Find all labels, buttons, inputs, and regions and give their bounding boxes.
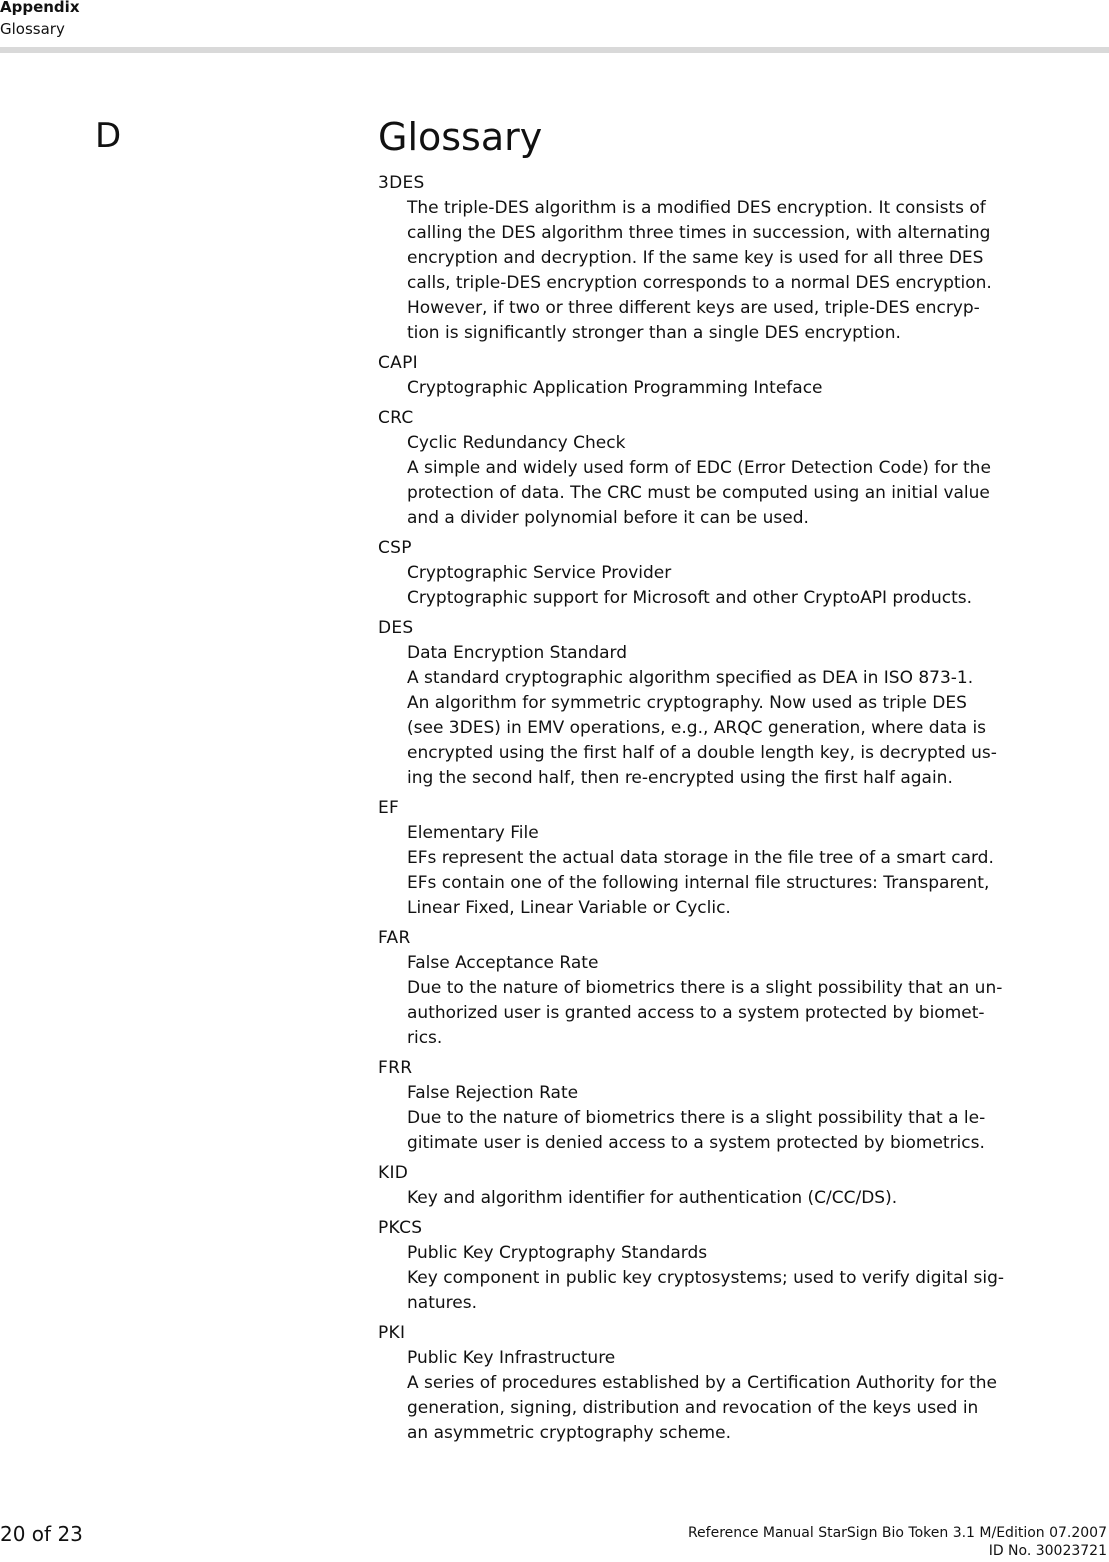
glossary-definition-line: Due to the nature of biometrics there is a slight possibility that an un-	[407, 978, 1003, 998]
footer-reference	[688, 1524, 1107, 1560]
glossary-definition-line: encryption and decryption. If the same key is used for all three DES	[407, 248, 984, 268]
glossary-definition-line: tion is significantly stronger than a single DES encryption.	[407, 323, 901, 343]
glossary-definition-line: Key component in public key cryptosystems; used to verify digital sig-	[407, 1268, 1005, 1288]
glossary-entry	[378, 1321, 1018, 1446]
glossary-term: CSP	[378, 538, 412, 558]
glossary-definition-line: A series of procedures established by a Certification Authority for the	[407, 1373, 997, 1393]
glossary-term: 3DES	[378, 173, 425, 193]
glossary-term: PKCS	[378, 1218, 423, 1238]
glossary-definition-line: Due to the nature of biometrics there is a slight possibility that a le-	[407, 1108, 986, 1128]
glossary-definition-line: calling the DES algorithm three times in succession, with alternating	[407, 223, 991, 243]
glossary-list	[378, 171, 1018, 1451]
glossary-definition-line: Public Key Cryptography Standards	[407, 1243, 708, 1263]
glossary-definition-line: gitimate user is denied access to a system protected by biometrics.	[407, 1133, 985, 1153]
glossary-definition-line: EFs contain one of the following internal file structures: Transparent,	[407, 873, 990, 893]
glossary-definition-line: generation, signing, distribution and revocation of the keys used in	[407, 1398, 979, 1418]
glossary-entry	[378, 1216, 1018, 1316]
glossary-entry	[378, 536, 1018, 611]
glossary-term: PKI	[378, 1323, 406, 1343]
glossary-definition-line: Cryptographic support for Microsoft and other CryptoAPI products.	[407, 588, 973, 608]
glossary-definition-line: The triple-DES algorithm is a modified DES encryption. It consists of	[407, 198, 986, 218]
glossary-term: DES	[378, 618, 414, 638]
glossary-definition-line: Elementary File	[407, 823, 539, 843]
glossary-definition-line: Linear Fixed, Linear Variable or Cyclic.	[407, 898, 731, 918]
page-number: 20 of 23	[0, 1522, 83, 1546]
glossary-term: EF	[378, 798, 400, 818]
glossary-definition-line: (see 3DES) in EMV operations, e.g., ARQC generation, where data is	[407, 718, 987, 738]
glossary-definition-line: authorized user is granted access to a system protected by biomet-	[407, 1003, 985, 1023]
glossary-entry	[378, 351, 1018, 401]
glossary-term: FAR	[378, 928, 411, 948]
header-divider	[0, 47, 1109, 53]
header-subsection: Glossary	[0, 20, 65, 38]
glossary-definition-line: protection of data. The CRC must be computed using an initial value	[407, 483, 990, 503]
glossary-definition-line: calls, triple-DES encryption corresponds to a normal DES encryption.	[407, 273, 992, 293]
glossary-definition-line: an asymmetric cryptography scheme.	[407, 1423, 731, 1443]
glossary-definition-line: Cryptographic Service Provider	[407, 563, 672, 583]
page-title: Glossary	[378, 115, 543, 159]
glossary-definition-line: Cyclic Redundancy Check	[407, 433, 626, 453]
glossary-definition-line: An algorithm for symmetric cryptography. Now used as triple DES	[407, 693, 967, 713]
glossary-term: CAPI	[378, 353, 418, 373]
glossary-definition-line: False Acceptance Rate	[407, 953, 599, 973]
glossary-definition-line: encrypted using the first half of a double length key, is decrypted us-	[407, 743, 997, 763]
glossary-entry	[378, 796, 1018, 921]
glossary-term: KID	[378, 1163, 409, 1183]
glossary-definition-line: natures.	[407, 1293, 477, 1313]
glossary-definition-line: ing the second half, then re-encrypted using the first half again.	[407, 768, 953, 788]
glossary-definition-line: rics.	[407, 1028, 443, 1048]
glossary-entry	[378, 926, 1018, 1051]
glossary-definition-line: Cryptographic Application Programming Inteface	[407, 378, 823, 398]
header-section: Appendix	[0, 0, 80, 16]
glossary-definition-line: Data Encryption Standard	[407, 643, 628, 663]
glossary-definition-line: and a divider polynomial before it can be used.	[407, 508, 809, 528]
glossary-term: FRR	[378, 1058, 413, 1078]
glossary-definition-line: Key and algorithm identifier for authentication (C/CC/DS).	[407, 1188, 898, 1208]
glossary-definition-line: False Rejection Rate	[407, 1083, 579, 1103]
glossary-term: CRC	[378, 408, 414, 428]
glossary-entry	[378, 171, 1018, 346]
footer-id: ID No. 30023721	[988, 1543, 1107, 1559]
glossary-definition-line: EFs represent the actual data storage in the file tree of a smart card.	[407, 848, 994, 868]
appendix-letter: D	[95, 116, 122, 156]
glossary-entry	[378, 616, 1018, 791]
glossary-definition-line: Public Key Infrastructure	[407, 1348, 616, 1368]
footer-reference-text: Reference Manual StarSign Bio Token 3.1 M/Edition 07.2007	[687, 1525, 1107, 1541]
glossary-entry	[378, 1056, 1018, 1156]
glossary-entry	[378, 406, 1018, 531]
glossary-definition-line: A standard cryptographic algorithm specified as DEA in ISO 873-1.	[407, 668, 974, 688]
glossary-definition-line: A simple and widely used form of EDC (Error Detection Code) for the	[407, 458, 991, 478]
glossary-entry	[378, 1161, 1018, 1211]
glossary-definition-line: However, if two or three different keys are used, triple-DES encryp-	[407, 298, 980, 318]
